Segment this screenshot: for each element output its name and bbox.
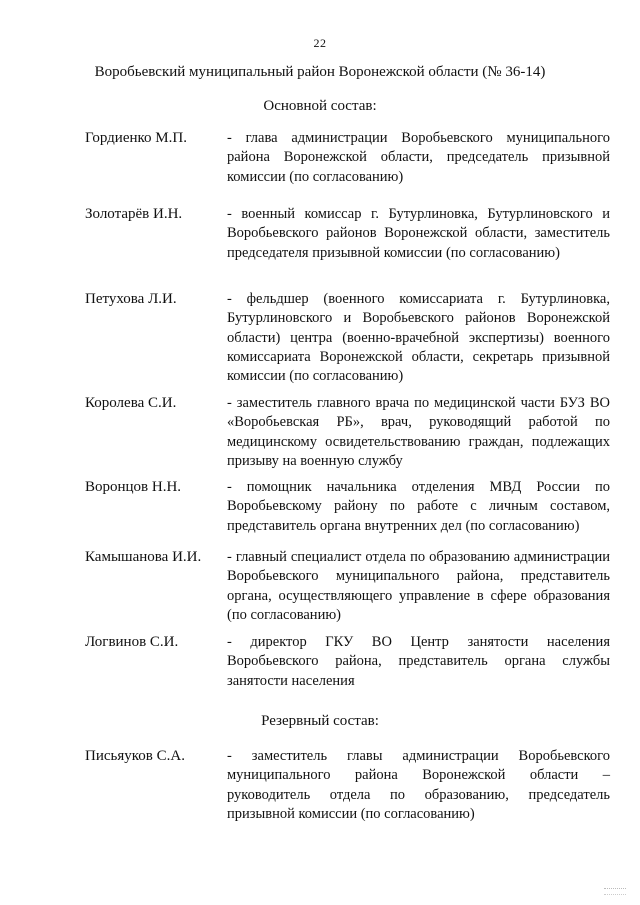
main-section-heading: Основной состав: [263,98,377,114]
member-role: - главный специалист отдела по образованию администрации Воробьевского муниципального района, представитель органа, осуществляющего управление в сфере образования (по согласованию) [227,549,610,623]
member-name: Воронцов Н.Н. [85,479,182,495]
member-role: - заместитель главного врача по медицинской части БУЗ ВО «Воробьевская РБ», врач, руководящий работой по медицинскому освидетельствованию граждан, подлежащих призыву на военную службу [227,395,610,469]
member-name: Петухова Л.И. [85,291,177,307]
member-role: - глава администрации Воробьевского муниципального района Воронежской области, председатель призывной комиссии (по согласованию) [227,130,610,185]
reserve-section-heading: Резервный состав: [261,713,379,729]
member-name: Письяуков С.А. [85,748,185,764]
member-name: Камышанова И.И. [85,549,202,565]
district-heading: Воробьевский муниципальный район Воронежской области (№ 36-14) [94,64,546,80]
member-role: - фельдшер (военного комиссариата г. Бутурлиновка, Бутурлиновского и Воробьевского районов Воронежской области) центра (военно-врачебной экспертизы) военного комиссариата Воронежской области, секретарь призывной комиссии (по согласованию) [227,291,610,385]
member-role: - заместитель главы администрации Воробьевского муниципального района Воронежской области – руководитель отдела по образованию, председатель призывной комиссии (по согласованию) [227,748,610,822]
member-name: Королева С.И. [85,395,177,411]
member-name: Золотарёв И.Н. [85,206,183,222]
member-role: - помощник начальника отделения МВД России по Воробьевскому району по работе с личным составом, представитель органа внутренних дел (по согласованию) [227,479,610,534]
member-role: - военный комиссар г. Бутурлиновка, Бутурлиновского и Воробьевского районов Воронежской области, заместитель председателя призывной комиссии (по согласованию) [227,206,610,261]
page-number: 22 [313,36,327,50]
member-role: - директор ГКУ ВО Центр занятости населения Воробьевского района, представитель органа службы занятости населения [227,634,610,689]
member-name: Гордиенко М.П. [85,130,187,146]
scan-artifact [604,888,626,895]
member-name: Логвинов С.И. [85,634,179,650]
